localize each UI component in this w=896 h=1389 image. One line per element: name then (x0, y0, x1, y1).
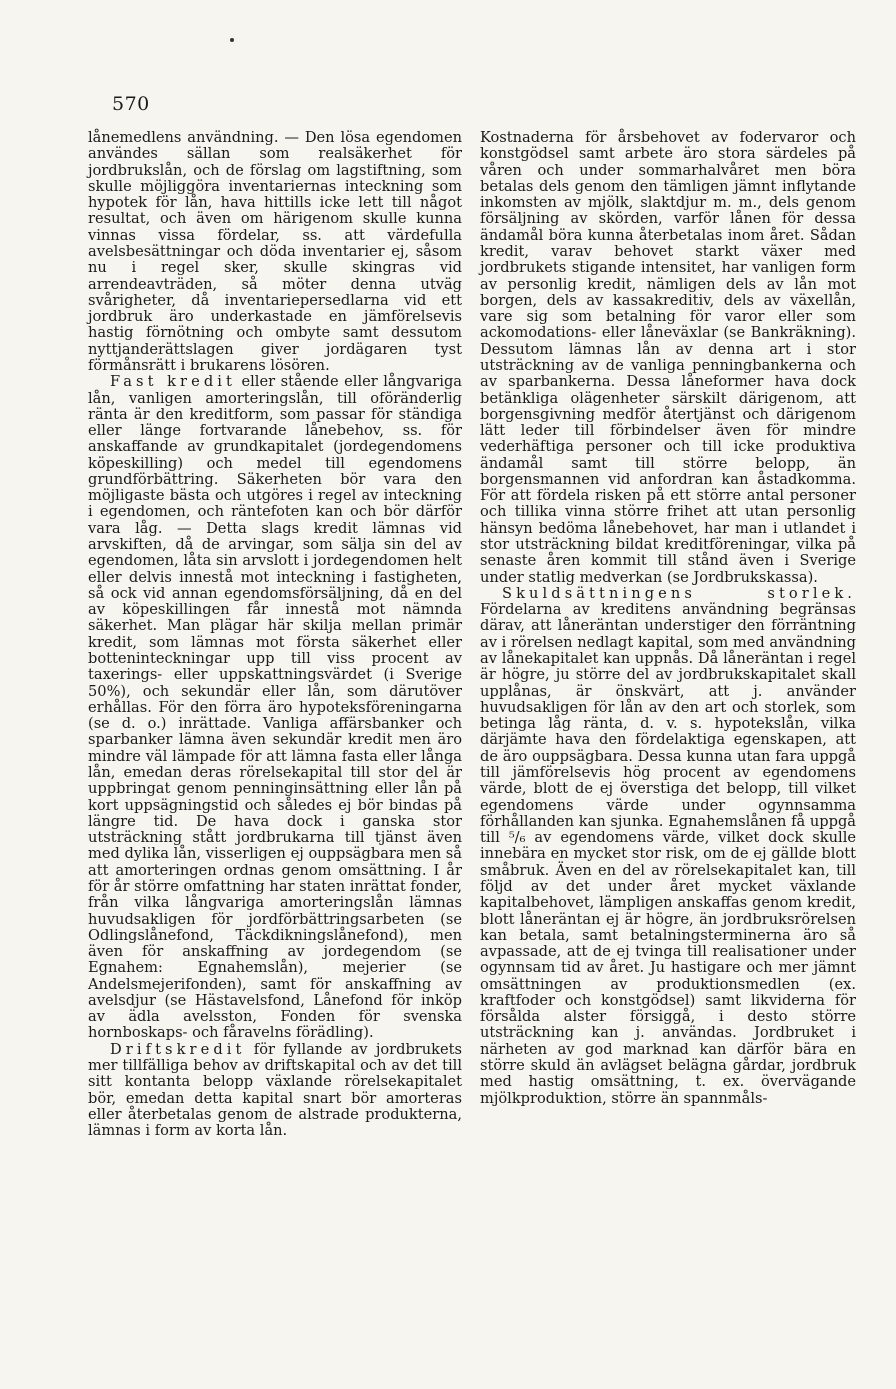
paragraph: lånemedlens användning. — Den lösa egendomen användes sällan som realsäkerhet för jordbrukslån, och de förslag om lagstiftning, som skulle möjliggöra inventariernas inteckning som hypotek för lån, hava hittills icke lett till något resultat, och även om härigenom skulle kunna vinnas vissa fördelar, ss. att värdefulla avelsbesättningar och döda inventarier ej, såsom nu i regel sker, skulle skingras vid arrendeavträden, så möter denna utväg svårigheter, då inventariepersedlarna vid ett jordbruk äro underkastade en jämförelsevis hastig förnötning och ombyte samt dessutom nyttjanderättslagen giver jordägaren tyst förmånsrätt i brukarens lösören. (88, 129, 462, 374)
paragraph (480, 586, 856, 1107)
right-column (480, 130, 856, 1107)
paragraph (88, 374, 462, 1042)
paragraph-text: Fördelarna av kreditens användning begränsas därav, att låneräntan understiger den förräntning av i rörelsen nedlagt kapital, som med användning av lånekapitalet kan uppnås. Då låneräntan i regel är högre, ju större del av jordbrukskapitalet skall upplånas, är önskvärt, att j. använder huvudsakligen för lån av den art och storlek, som betinga låg ränta, d. v. s. hypotekslån, vilka därjämte hava den fördelaktiga egenskapen, att de äro ouppsägbara. Dessa kunna utan fara uppgå till jämförelsevis hög procent av egendomens värde, blott de ej överstiga det belopp, till vilket egendomens värde under ogynnsamma förhållanden kan sjunka. Egnahemslånen få uppgå till ⁵/₆ av egendomens värde, vilket dock skulle innebära en mycket stor risk, om de ej gällde blott småbruk. Även en del av rörelsekapitalet kan, till följd av det under året mycket växlande kapitalbehovet, lämpligen anskaffas genom kredit, blott låneräntan ej är högre, än jordbruksrörelsen kan betala, samt betalningsterminerna äro så avpassade, att de ej tvinga till realisationer under ogynnsam tid av året. Ju hastigare och mer jämnt omsättningen av produktionsmedlen (ex. kraftfoder och konstgödsel) samt likviderna för försålda alster försiggå, i desto större utsträckning kan j. användas. Jordbruket i närheten av god marknad kan därför bära en större skuld än avlägset belägna gårdar, jordbruk med hastig omsättning, t. ex. övervägande mjölkproduktion, större än spannmåls- (480, 601, 856, 1107)
section-heading: Skuldsättningens storlek. (502, 584, 856, 602)
paragraph-text: eller stående eller långvariga lån, vanligen amorteringslån, till oföränderlig ränta är den kreditform, som passar för ständiga eller länge fortvarande lånebehov, ss. för anskaffande av grundkapitalet (jordegendomens köpeskilling) och medel till egendomens grundförbättring. Säkerheten bör vara den möjligaste bästa och utgöres i regel av inteckning i egendomen, och räntefoten kan och bör därför vara låg. — Detta slags kredit lämnas vid arvskiften, då de arvingar, som sälja sin del av egendomen, låta sin arvslott i jordegendomen helt eller delvis innestå mot inteckning i fastigheten, så ock vid annan egendomsförsäljning, då en del av köpeskillingen får innestå mot nämnda säkerhet. Man plägar här skilja mellan primär kredit, som lämnas mot första säkerhet eller botteninteckningar upp till viss procent av taxerings- eller uppskattningsvärdet (i Sverige 50%), och sekundär eller lån, som därutöver erhållas. För den förra äro hypoteksföreningarna (se d. o.) inrättade. Vanliga affärsbanker och sparbanker lämna även sekundär kredit men äro mindre väl lämpade för att lämna fasta eller långa lån, emedan deras rörelsekapital till stor del är uppbringat genom penninginsättning eller lån på kort uppsägningstid och således ej bör bindas på längre tid. De hava dock i ganska stor utsträckning stått jordbrukarna till tjänst även med dylika lån, visserligen ej ouppsägbara men så att amorteringen ordnas genom omsättning. I år för år större omfattning har staten inrättat fonder, från vilka långvariga amorteringslån lämnas huvudsakligen för jordförbättringsarbeten (se Odlingslånefond, Täckdikningslånefond), men även för anskaffning av jordegendom (se Egnahem: Egnahemslån), mejerier (se Andelsmejerifonden), samt för anskaffning av avelsdjur (se Hästavelsfond, Lånefond för inköp av ädla avelsston, Fonden för svenska hornboskaps- och fåravelns förädling). (88, 373, 462, 1042)
section-heading: Fast kredit (110, 373, 236, 391)
left-column (88, 130, 462, 1139)
ink-dot (230, 38, 234, 42)
paragraph (88, 1042, 462, 1140)
paragraph-text: för fyllande av jordbrukets mer tillfälliga behov av driftskapital och av det till sitt kontanta belopp växlande rörelsekapitalet bör, emedan detta kapital snart bör amorteras eller återbetalas genom de alstrade produkterna, lämnas i form av korta lån. (88, 1040, 462, 1140)
section-heading: Driftskredit (110, 1040, 246, 1058)
page-number: 570 (112, 93, 150, 115)
paragraph: Kostnaderna för årsbehovet av fodervaror och konstgödsel samt arbete äro stora särdeles på våren och under sommarhalvåret men böra betalas dels genom den tämligen jämnt inflytande inkomsten av mjölk, slaktdjur m. m., dels genom försäljning av skörden, varför lånen för dessa ändamål böra kunna återbetalas inom året. Sådan kredit, varav behovet starkt växer med jordbrukets stigande intensitet, har vanligen form av personlig kredit, nämligen dels av lån mot borgen, dels av kassakreditiv, dels av växellån, vare sig som betalning för varor eller som ackomodations- eller låneväxlar (se Bankräkning). Dessutom lämnas lån av denna art i stor utsträckning av de vanliga penningbankerna och av sparbankerna. Dessa låneformer hava dock betänkliga olägenheter särskilt därigenom, att borgensgivning medför återtjänst och därigenom lätt leder till förbindelser även för mindre vederhäftiga personer och till icke produktiva ändamål samt till större belopp, än borgensmannen vid anfordran kan åstadkomma. För att fördela risken på ett större antal personer och tillika vinna större frihet att utan personlig hänsyn bedöma lånebehovet, har man i utlandet i stor utsträckning bildat kreditföreningar, vilka på senaste åren kommit till stånd även i Sverige under statlig medverkan (se Jordbrukskassa). (480, 129, 856, 586)
